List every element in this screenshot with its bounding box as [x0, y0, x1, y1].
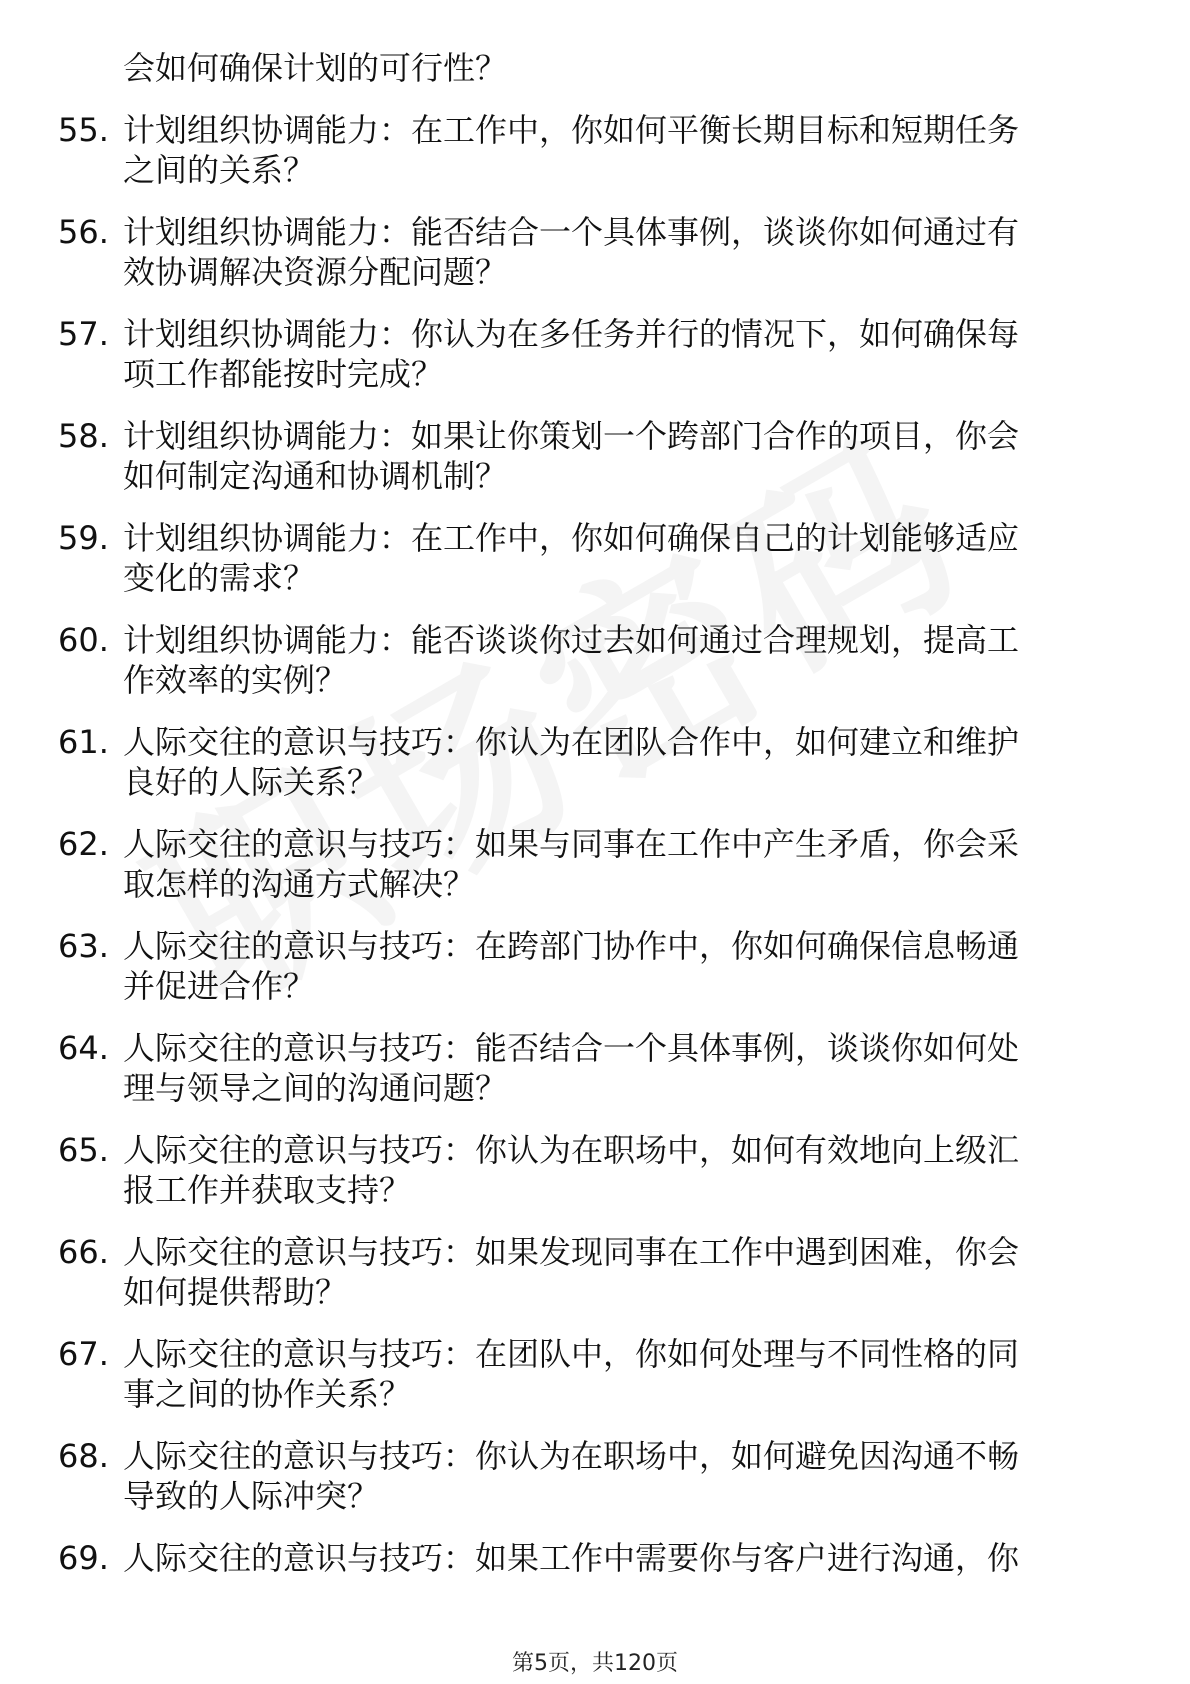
item-text-line-2: 事之间的协作关系？: [123, 1375, 412, 1413]
item-text-line-1: 计划组织协调能力：能否谈谈你过去如何通过合理规划，提高工: [123, 621, 1020, 659]
item-number: 68.: [58, 1437, 109, 1475]
item-text-line-1: 人际交往的意识与技巧：在跨部门协作中，你如何确保信息畅通: [123, 927, 1020, 965]
item-text-line-2: 变化的需求？: [123, 559, 316, 597]
item-text-line-2: 取怎样的沟通方式解决？: [123, 865, 476, 903]
item-text-line-1: 计划组织协调能力：在工作中，你如何平衡长期目标和短期任务: [123, 111, 1020, 149]
list-item: [58, 110, 1118, 190]
item-text-line-1: 人际交往的意识与技巧：如果发现同事在工作中遇到困难，你会: [123, 1233, 1020, 1271]
item-text-line-2: 良好的人际关系？: [123, 763, 380, 801]
item-number: 59.: [58, 519, 109, 557]
question-list: [58, 48, 1118, 1578]
item-text-line-1: 人际交往的意识与技巧：你认为在职场中，如何避免因沟通不畅: [123, 1437, 1020, 1475]
list-item: [58, 926, 1118, 1006]
list-item: [58, 1028, 1118, 1108]
list-item: [58, 824, 1118, 904]
item-text-line-2: 导致的人际冲突？: [123, 1477, 380, 1515]
item-number: 67.: [58, 1335, 109, 1373]
list-item: [58, 212, 1118, 292]
list-item: [58, 1130, 1118, 1210]
item-text-line-1: 人际交往的意识与技巧：你认为在团队合作中，如何建立和维护: [123, 723, 1020, 761]
item-number: 56.: [58, 213, 109, 251]
item-text-line-1: 人际交往的意识与技巧：你认为在职场中，如何有效地向上级汇: [123, 1131, 1020, 1169]
item-number: 61.: [58, 723, 109, 761]
item-text-line-2: 理与领导之间的沟通问题？: [123, 1069, 508, 1107]
item-text-line-2: 报工作并获取支持？: [123, 1171, 412, 1209]
item-text-line-1: 人际交往的意识与技巧：在团队中，你如何处理与不同性格的同: [123, 1335, 1020, 1373]
list-item: [58, 314, 1118, 394]
list-item: [58, 620, 1118, 700]
item-number: 55.: [58, 111, 109, 149]
item-text-line-2: 如何提供帮助？: [123, 1273, 348, 1311]
item-number: 66.: [58, 1233, 109, 1271]
item-number: 57.: [58, 315, 109, 353]
item-number: 62.: [58, 825, 109, 863]
item-number: 64.: [58, 1029, 109, 1067]
item-text-line-2: 作效率的实例？: [123, 661, 348, 699]
item-text-line-1: 计划组织协调能力：能否结合一个具体事例，谈谈你如何通过有: [123, 213, 1020, 251]
item-number: 60.: [58, 621, 109, 659]
item-number: 69.: [58, 1539, 109, 1577]
list-item: [58, 416, 1118, 496]
item-number: 65.: [58, 1131, 109, 1169]
page-footer: 第5页，共120页: [512, 1651, 678, 1676]
item-text-line-2: 项工作都能按时完成？: [123, 355, 444, 393]
list-item: [58, 518, 1118, 598]
item-text-line-1: 计划组织协调能力：在工作中，你如何确保自己的计划能够适应: [123, 519, 1020, 557]
list-item: [58, 1436, 1118, 1516]
item-text-line-1: 人际交往的意识与技巧：如果工作中需要你与客户进行沟通，你: [123, 1539, 1020, 1577]
item-text-line-1: 人际交往的意识与技巧：能否结合一个具体事例，谈谈你如何处: [123, 1029, 1020, 1067]
item-text-line-2: 如何制定沟通和协调机制？: [123, 457, 508, 495]
item-text-line-2: 之间的关系？: [123, 151, 316, 189]
item-text-line-1: 计划组织协调能力：如果让你策划一个跨部门合作的项目，你会: [123, 417, 1020, 455]
item-text-line-1: 计划组织协调能力：你认为在多任务并行的情况下，如何确保每: [123, 315, 1020, 353]
item-number: 58.: [58, 417, 109, 455]
continuation-line: 会如何确保计划的可行性？: [123, 49, 508, 87]
list-item: [58, 1232, 1118, 1312]
item-text-line-2: 并促进合作？: [123, 967, 316, 1005]
item-text-line-2: 效协调解决资源分配问题？: [123, 253, 508, 291]
list-item: [58, 722, 1118, 802]
item-text-line-1: 人际交往的意识与技巧：如果与同事在工作中产生矛盾，你会采: [123, 825, 1020, 863]
list-item: [58, 1538, 1118, 1578]
item-number: 63.: [58, 927, 109, 965]
list-item: [58, 1334, 1118, 1414]
